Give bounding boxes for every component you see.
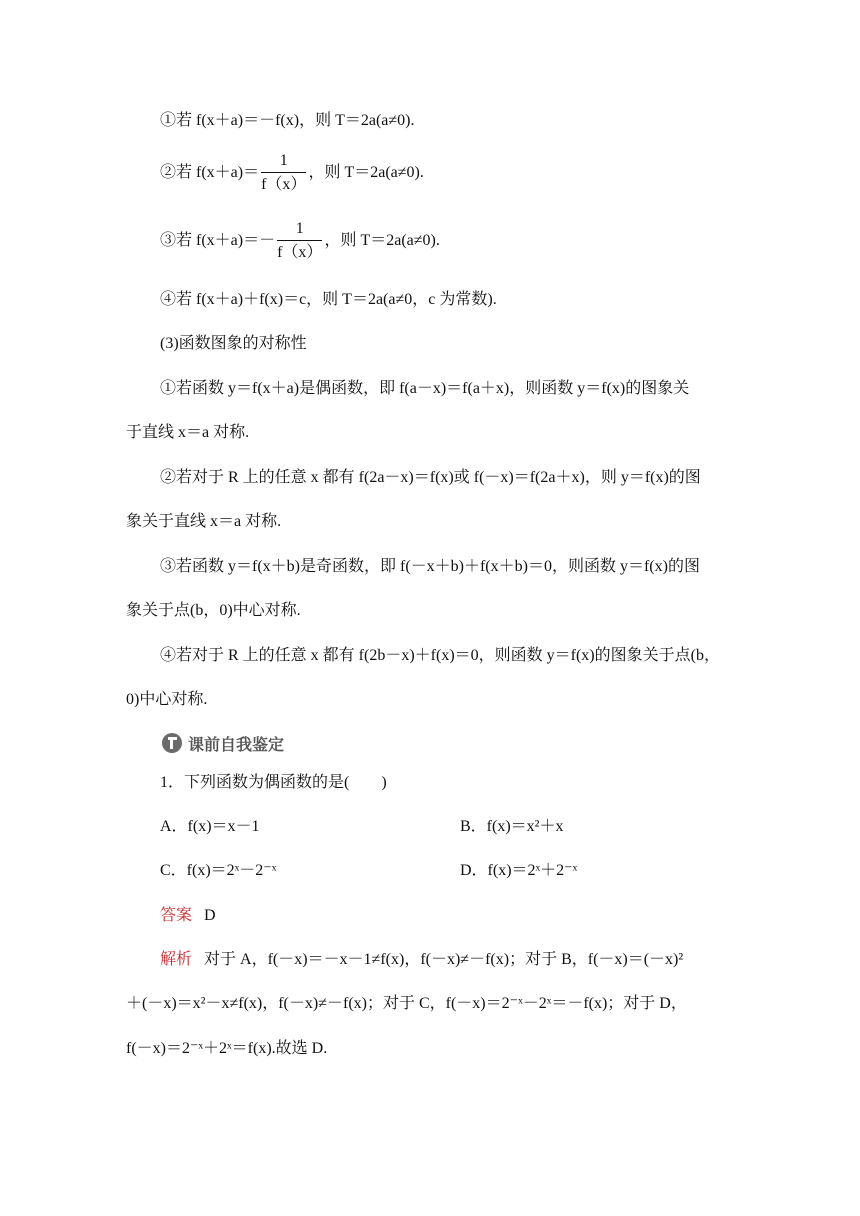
rule-3 — [160, 218, 440, 264]
symmetry-3-line-2: 象关于点(b，0)中心对称. — [126, 602, 301, 619]
rule-3-fraction — [277, 220, 322, 262]
option-d: D．f(x)＝2ˣ＋2⁻ˣ — [460, 862, 578, 879]
option-b: B．f(x)＝x²＋x — [460, 818, 564, 835]
rule-2 — [160, 150, 424, 196]
symmetry-2-line-1: ②若对于 R 上的任意 x 都有 f(2a－x)＝f(x)或 f(－x)＝f(2a＋x)，则 y＝f(x)的图 — [160, 469, 701, 486]
option-a: A．f(x)＝x－1 — [160, 818, 260, 835]
section-heading-text: 课前自我鉴定 — [188, 734, 285, 754]
rule-4: ④若 f(x＋a)＋f(x)＝c，则 T＝2a(a≠0，c 为常数). — [160, 291, 497, 308]
rule-2-numerator: 1 — [261, 152, 306, 173]
rule-3-suffix: ，则 T＝2a(a≠0). — [324, 232, 440, 249]
symmetry-2-line-2: 象关于直线 x＝a 对称. — [126, 513, 282, 530]
rule-2-denominator: f（x） — [261, 176, 307, 194]
symmetry-3-line-1: ③若函数 y＝f(x＋b)是奇函数，即 f(－x＋b)＋f(x＋b)＝0，则函数 y＝f(x)的图 — [160, 558, 700, 575]
analysis-line-3: f(－x)＝2⁻ˣ＋2ˣ＝f(x).故选 D. — [126, 1040, 328, 1057]
analysis-line-1 — [160, 949, 683, 971]
symmetry-4-line-2: 0)中心对称. — [126, 691, 208, 708]
rule-3-prefix: ③若 f(x＋a)＝－ — [160, 232, 276, 249]
analysis-label: 解析 — [160, 951, 193, 968]
symmetry-1-line-2: 于直线 x＝a 对称. — [126, 424, 250, 441]
rule-1: ①若 f(x＋a)＝－f(x)，则 T＝2a(a≠0). — [160, 112, 415, 129]
answer-label: 答案 — [160, 907, 193, 924]
symmetry-4-line-1: ④若对于 R 上的任意 x 都有 f(2b－x)＋f(x)＝0，则函数 y＝f(x)的图象关于点(b， — [160, 647, 720, 664]
symmetry-title: (3)函数图象的对称性 — [160, 335, 307, 352]
section-badge-icon — [162, 733, 182, 753]
analysis-line-2: ＋(－x)＝x²－x≠f(x)，f(－x)≠－f(x)；对于 C，f(－x)＝2⁻ˣ－2ˣ＝－f(x)；对于 D， — [126, 995, 687, 1012]
rule-2-prefix: ②若 f(x＋a)＝ — [160, 164, 260, 181]
analysis-text-1: 对于 A，f(－x)＝－x－1≠f(x)，f(－x)≠－f(x)；对于 B，f(－x)＝(－x)² — [204, 951, 684, 968]
symmetry-1-line-1: ①若函数 y＝f(x＋a)是偶函数，即 f(a－x)＝f(a＋x)，则函数 y＝f(x)的图象关 — [160, 380, 690, 397]
option-c: C．f(x)＝2ˣ－2⁻ˣ — [160, 862, 277, 879]
answer-line — [160, 905, 216, 927]
answer-value: D — [204, 907, 216, 924]
rule-2-fraction — [261, 152, 306, 194]
question-stem: 1．下列函数为偶函数的是( ) — [160, 774, 387, 791]
rule-3-numerator: 1 — [277, 220, 322, 241]
section-heading — [162, 732, 284, 754]
rule-2-suffix: ，则 T＝2a(a≠0). — [308, 164, 424, 181]
rule-3-denominator: f（x） — [277, 244, 323, 262]
